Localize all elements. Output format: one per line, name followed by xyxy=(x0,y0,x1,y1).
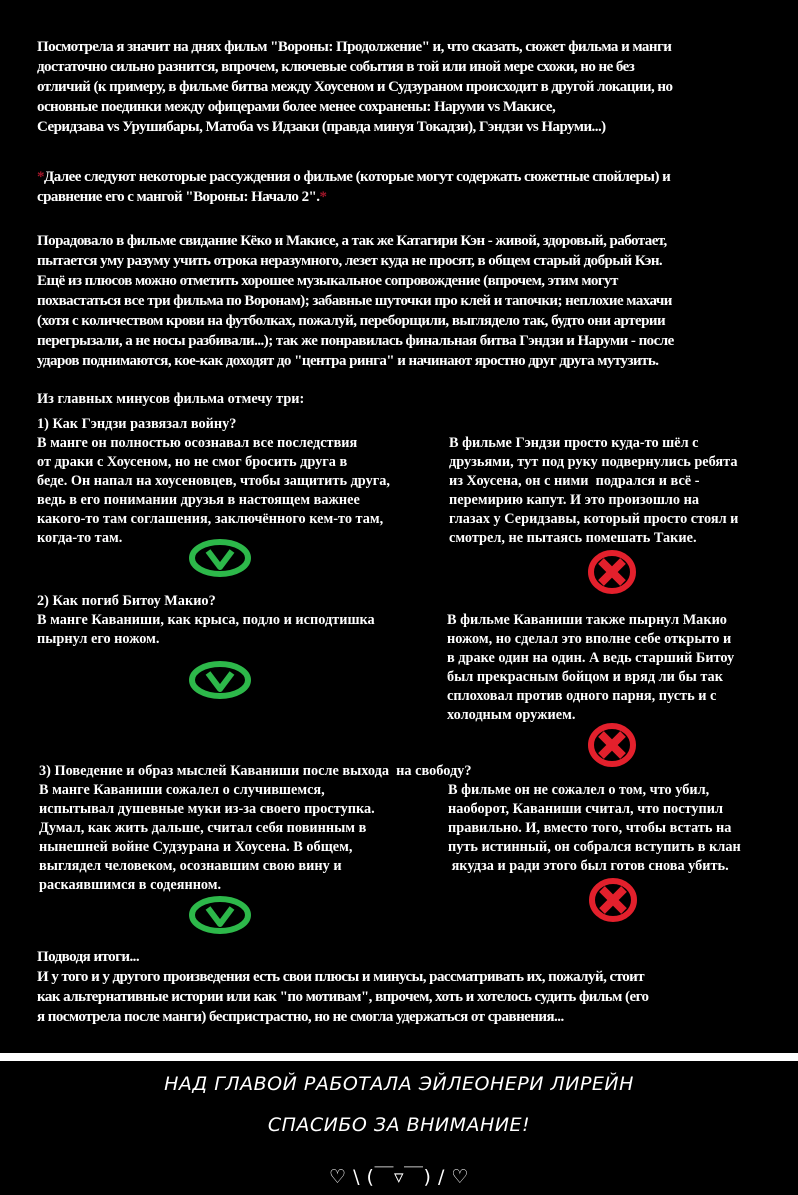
green-check-icon xyxy=(188,660,252,700)
red-cross-icon xyxy=(587,549,637,595)
pluses-line: ударов поднимаются, кое-как доходят до "центра ринга" и начинают яростно друг друга мутузить. xyxy=(37,353,659,369)
intro-line: отличий (к примеру, в фильме битва между Хоусеном и Судзураном происходит в другой локации, но xyxy=(37,79,673,95)
film-line: перемирию капут. И это произошло на xyxy=(449,492,700,508)
manga-line: Думал, как жить дальше, считал себя повинным в xyxy=(39,820,367,836)
manga-line: пырнул его ножом. xyxy=(37,631,160,647)
green-check-icon xyxy=(188,538,252,578)
pluses-line: похвастаться все три фильма по Воронам); забавные шуточки про клей и тапочки; неплохие махачи xyxy=(37,293,672,309)
intro-line: достаточно сильно разнится, впрочем, ключевые события в той или иной мере схожи, но не без xyxy=(37,59,635,75)
film-line: из Хоусена, он с ними подрался и всё - xyxy=(449,473,700,489)
film-line: наоборот, Каваниши считал, что поступил xyxy=(448,801,724,817)
film-line: якудза и ради этого был готов снова убить. xyxy=(448,858,729,874)
film-line: друзьями, тут под руку подвернулись ребята xyxy=(449,454,738,470)
spoiler-line: сравнение его с мангой "Вороны: Начало 2". xyxy=(37,189,320,205)
film-line: В фильме Каваниши также пырнул Макио xyxy=(447,612,727,628)
film-line: был прекрасным бойцом и вряд ли бы так xyxy=(447,669,723,685)
film-line: В фильме Гэндзи просто куда-то шёл с xyxy=(449,435,699,451)
pluses-line: Порадовало в фильме свидание Кёко и Макисе, а так же Катагири Кэн - живой, здоровый, работает, xyxy=(37,233,667,249)
credits-emoticon: ♡ \ (￣▿￣) / ♡ xyxy=(329,1166,469,1188)
film-line: глазах у Серидзавы, который просто стоял и xyxy=(449,511,739,527)
manga-line: ведь в его понимании друзья в настоящем важнее xyxy=(37,492,360,508)
film-line: ножом, но сделал это вполне себе открыто и xyxy=(447,631,732,647)
minus-question: 1) Как Гэндзи развязал войну? xyxy=(37,416,237,432)
minus-question: 2) Как погиб Битоу Макио? xyxy=(37,593,216,609)
manga-line: какого-то там соглашения, заключённого кем-то там, xyxy=(37,511,384,527)
pluses-line: (хотя с количеством крови на футболках, пожалуй, переборщили, выглядело так, будто они артерии xyxy=(37,313,666,329)
manga-line: выглядел человеком, осознавшим свою вину и xyxy=(39,858,342,874)
manga-line: испытывал душевные муки из-за своего проступка. xyxy=(39,801,375,817)
manga-line: В манге он полностью осознавал все последствия xyxy=(37,435,358,451)
manga-line: от драки с Хоусеном, но не смог бросить друга в xyxy=(37,454,348,470)
manga-line: когда-то там. xyxy=(37,530,123,546)
summary-line: я посмотрела после манги) беспристрастно, но не смогла удержаться от сравнения... xyxy=(37,1009,564,1025)
summary-heading: Подводя итоги... xyxy=(37,949,140,965)
intro-line: основные поединки между офицерами более менее сохранены: Наруми vs Макисе, xyxy=(37,99,556,115)
manga-line: беде. Он напал на хоусеновцев, чтобы защитить друга, xyxy=(37,473,390,489)
film-line: В фильме он не сожалел о том, что убил, xyxy=(448,782,710,798)
manga-line: нынешней войне Судзурана и Хоусена. В общем, xyxy=(39,839,353,855)
minus-question: 3) Поведение и образ мыслей Каваниши после выхода на свободу? xyxy=(39,763,472,779)
manga-line: В манге Каваниши, как крыса, подло и исподтишка xyxy=(37,612,375,628)
film-line: смотрел, не пытаясь помешать Такие. xyxy=(449,530,697,546)
spoiler-line: Далее следуют некоторые рассуждения о фильме (которые могут содержать сюжетные спойлеры) и xyxy=(43,169,671,185)
pluses-line: Ещё из плюсов можно отметить хорошее музыкальное сопровождение (впрочем, этим могут xyxy=(37,273,618,289)
film-line: в драке один на один. А ведь старший Битоу xyxy=(447,650,735,666)
divider-bar xyxy=(0,1053,798,1061)
film-line: холодным оружием. xyxy=(447,707,576,723)
credits-thanks: СПАСИБО ЗА ВНИМАНИЕ! xyxy=(267,1114,531,1136)
summary-line: как альтернативные истории или как "по мотивам", впрочем, хоть и хотелось судить фильм (его xyxy=(37,989,649,1005)
pluses-line: перегрызали, а не носы разбивали...); так же понравилась финальная битва Гэндзи и Наруми - после xyxy=(37,333,674,349)
film-line: путь истинный, он собрался вступить в клан xyxy=(448,839,741,855)
intro-line: Посмотрела я значит на днях фильм "Вороны: Продолжение" и, что сказать, сюжет фильма и манги xyxy=(37,39,672,55)
asterisk: * xyxy=(37,169,44,185)
summary-line: И у того и у другого произведения есть свои плюсы и минусы, рассматривать их, пожалуй, стоит xyxy=(37,969,645,985)
manga-line: В манге Каваниши сожалел о случившемся, xyxy=(39,782,325,798)
film-line: правильно. И, вместо того, чтобы встать на xyxy=(448,820,732,836)
film-line: сплоховал против одного парня, пусть и с xyxy=(447,688,717,704)
asterisk: * xyxy=(319,189,327,205)
green-check-icon xyxy=(188,895,252,935)
intro-line: Серидзава vs Урушибары, Матоба vs Идзаки (правда минуя Токадзи), Гэндзи vs Наруми...) xyxy=(37,119,606,135)
manga-line: раскаявшимся в содеянном. xyxy=(39,877,222,893)
minuses-heading: Из главных минусов фильма отмечу три: xyxy=(37,391,305,407)
red-cross-icon xyxy=(588,877,638,923)
red-cross-icon xyxy=(587,722,637,768)
pluses-line: пытается уму разуму учить отрока неразумного, лезет куда не просят, в общем старый добрый Кэн. xyxy=(37,253,663,269)
credits-worked-by: НАД ГЛАВОЙ РАБОТАЛА ЭЙЛЕОНЕРИ ЛИРЕЙН xyxy=(164,1073,634,1095)
